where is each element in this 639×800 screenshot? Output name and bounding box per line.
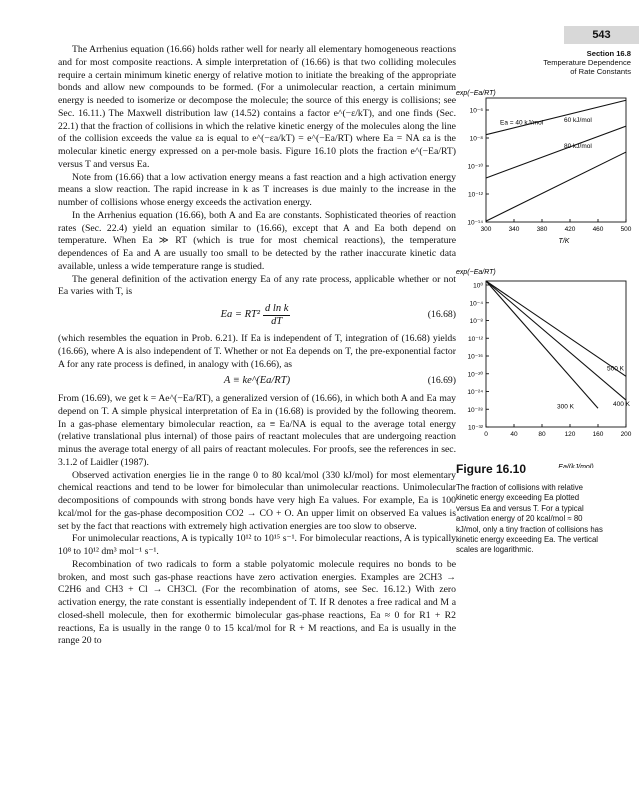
chart-2-x-tick-label: 200 [620,431,632,438]
equation-16-68-lhs: Ea = RT² [220,309,261,321]
body-text [58,44,456,648]
chart-1-y-tick-label: 10⁻⁶ [469,107,483,115]
chart-2-y-tick-label: 10⁻⁴ [469,300,483,308]
chart-1-x-axis-label: T/K [558,238,570,245]
chart-1-y-tick-label: 10⁻¹⁴ [467,219,483,227]
chart-1-series-line [486,126,626,178]
equation-16-68-number: (16.68) [427,309,456,321]
equation-16-69-text: A ≡ ke^(Ea/RT) [223,375,291,387]
chart-2-series-label: 400 K [613,401,630,409]
paragraph-observed-energies: Observed activation energies lie in the range 0 to 80 kcal/mol (330 kJ/mol) for most elementary chemical reactions and tend to be lower for bimolecular than unimolecular reactions. Unimolecular decompositions of compounds with strong bonds have very high Ea values. For example, Ea is 100 kcal/mol for the gas-phase decomposition CO2 → CO + O. An upper limit on observed Ea values is set by the fact that reactions with extremely high activation energies are too slow to observe. [58,469,456,532]
chart-1-y-tick-label: 10⁻¹⁰ [467,163,483,171]
paragraph-radical-recombination: Recombination of two radicals to form a stable polyatomic molecule requires no bonds to be broken, and most such gas-phase reactions have zero activation energies. Examples are 2CH3 → C2H6 and CH3 + Cl → CH3Cl. (For the recombination of atoms, see Sec. 16.12.) With zero activation energy, the rate constant is essentially independent of T. If R denotes a free radical and M a closed-shell molecule, then for exothermic bimolecular gas-phase reactions, Ea ≈ 0 for R1 + R2 reactions, Ea is usually in the range 0 to 15 kcal/mol for R + M reactions, and Ea is usually in the range 20 to [58,558,456,647]
equation-16-69-number: (16.69) [427,375,456,387]
equation-16-68-fraction [263,303,290,328]
chart-2-series-label: 500 K [607,365,624,373]
chart-2-x-tick-label: 120 [564,431,576,438]
section-title-line1: Temperature Dependence [543,58,631,67]
chart-2-x-tick-label: 0 [484,431,488,438]
paragraph-generalized-arrhenius: From (16.69), we get k = Ae^(−Ea/RT), a generalized version of (16.66), in which both A and Ea may depend on T. A simple physical interpretation of Ea in (16.68) is provided by the following theorem. In a gas-phase elementary bimolecular reaction, εa ≡ Ea/NA is equal to the average total energy (relative translational plus internal) of those pairs of reactant molecules that are undergoing reaction minus the average total energy of all pairs of reactant molecules. For proofs, see the references in sec. 3.1.2 of Laidler (1987). [58,393,456,468]
chart-2-series-line [486,281,626,376]
chart-2-y-tick-label: 10⁻³² [468,424,483,432]
chart-2-x-tick-label: 40 [510,431,518,438]
chart-2-x-axis-label: Ea/(kJ/mol) [558,464,594,468]
paragraph-activation-definition: The general definition of the activation energy Ea of any rate process, applicable whether or not Ea varies with T, is [58,273,456,298]
chart-2-series-line [486,281,598,411]
chart-2-y-tick-label: 10⁻¹⁶ [467,353,483,361]
chart-1-x-tick-label: 340 [508,226,520,233]
chart-1-y-axis-label: exp(−Ea/RT) [456,90,496,97]
chart-2-y-tick-label: 10⁰ [473,282,483,290]
chart-2-y-tick-label: 10⁻¹² [468,335,483,343]
paragraph-preexponential-values: For unimolecular reactions, A is typically 10¹² to 10¹⁵ s⁻¹. For bimolecular reactions, A is typically 10⁸ to 10¹² dm³ mol⁻¹ s⁻¹. [58,533,456,557]
chart-1-x-tick-label: 300 [480,226,492,233]
chart-1-frame [486,98,626,222]
chart-1-x-tick-label: 420 [564,226,576,233]
chart-1-x-tick-label: 380 [536,226,548,233]
chart-2-x-tick-label: 160 [592,431,604,438]
chart-2-x-tick-label: 80 [538,431,546,438]
chart-2-y-axis-label: exp(−Ea/RT) [456,269,496,276]
chart-1-series-label: 80 kJ/mol [564,143,592,151]
chart-2-series-line [486,281,626,400]
figure-caption: The fraction of collisions with relative kinetic energy exceeding Ea plotted versus Ea and versus T. For a typical activation energy of 20 kcal/mol ≈ 80 kJ/mol, only a tiny fraction of collisions has kinetic energy exceeding Ea. The vertical scales are logarithmic. [456,483,603,555]
equation-16-69 [58,375,456,388]
equation-16-68-denominator: dT [271,316,283,327]
chart-2-y-tick-label: 10⁻²⁸ [467,406,483,414]
chart-1-y-tick-label: 10⁻⁸ [469,135,483,143]
chart-2-y-tick-label: 10⁻²⁴ [467,389,483,396]
chart-1-x-tick-label: 500 [620,226,632,233]
chart-2-y-tick-label: 10⁻⁸ [469,318,483,325]
chart-2-frame [486,281,626,427]
section-number: Section 16.8 [586,49,631,58]
chart-1-series-line [486,152,626,221]
chart-1-series-line [486,100,626,134]
paragraph-integration: (which resembles the equation in Prob. 6.21). If Ea is independent of T, integration of (16.68) yields (16.66), where A is also independent of T. Whether or not Ea depends on T, the pre-exponential factor A for any rate process is defined, in analogy with (16.66), as [58,333,456,370]
chart-1-y-tick-label: 10⁻¹² [468,191,483,199]
chart-2-y-tick-label: 10⁻²⁰ [467,371,483,379]
figure-label: Figure 16.10 [456,462,527,476]
equation-16-68 [58,303,456,328]
paragraph-temperature-dependence: In the Arrhenius equation (16.66), both A and Ea are constants. Sophisticated theories of reaction rates (Sec. 22.4) yield an equation similar to (16.66), except that A and Ea both depend on temperature. When Ea ≫ RT (which is true for most chemical reactions), the temperature dependences of Ea and A are usually too small to be detected by the rather inaccurate kinetic data available, unless a wide temperature range is studied. [58,209,456,272]
section-title-line2: of Rate Constants [570,67,631,76]
paragraph-activation-note: Note from (16.66) that a low activation energy means a fast reaction and a high activation energy means a slow reaction. The rapid increase in k as T increases is due mainly to the increase in the number of collisions whose energy exceeds the activation energy. [58,171,456,208]
equation-16-68-numerator: d ln k [265,303,289,314]
chart-1-x-tick-label: 460 [592,226,604,233]
figure-16-10-plots [456,88,636,468]
figure-16-10 [456,88,636,468]
chart-2-series-label: 300 K [557,403,574,411]
section-header [481,49,631,76]
paragraph-arrhenius-interpretation: The Arrhenius equation (16.66) holds rather well for nearly all elementary homogeneous reactions and for most composite reactions. A simple interpretation of (16.66) is that two colliding molecules require a certain minimum kinetic energy of relative motion to initiate the breaking of the appropriate bonds and allow new compounds to be formed. (For a unimolecular reaction, a certain minimum energy is needed to isomerize or decompose the molecule; the source of this energy is collisions; see Sec. 16.11.) The Maxwell distribution law (14.52) contains a factor e^(−ε/kT), and one finds (Sec. 22.1) that the fraction of collisions in which the relative kinetic energy of the molecules along the line of the collision exceeds the value εa is equal to e^(−εa/kT) = e^(−Ea/RT) where Ea = NA εa is the molecular kinetic energy expressed on a per-mole basis. Figure 16.10 plots the fraction e^(−Ea/RT) versus T and versus Ea. [58,44,456,170]
chart-1-series-label: 60 kJ/mol [564,117,592,125]
chart-1-series-label: Ea = 40 kJ/mol [500,119,544,127]
page-number: 543 [564,26,639,44]
